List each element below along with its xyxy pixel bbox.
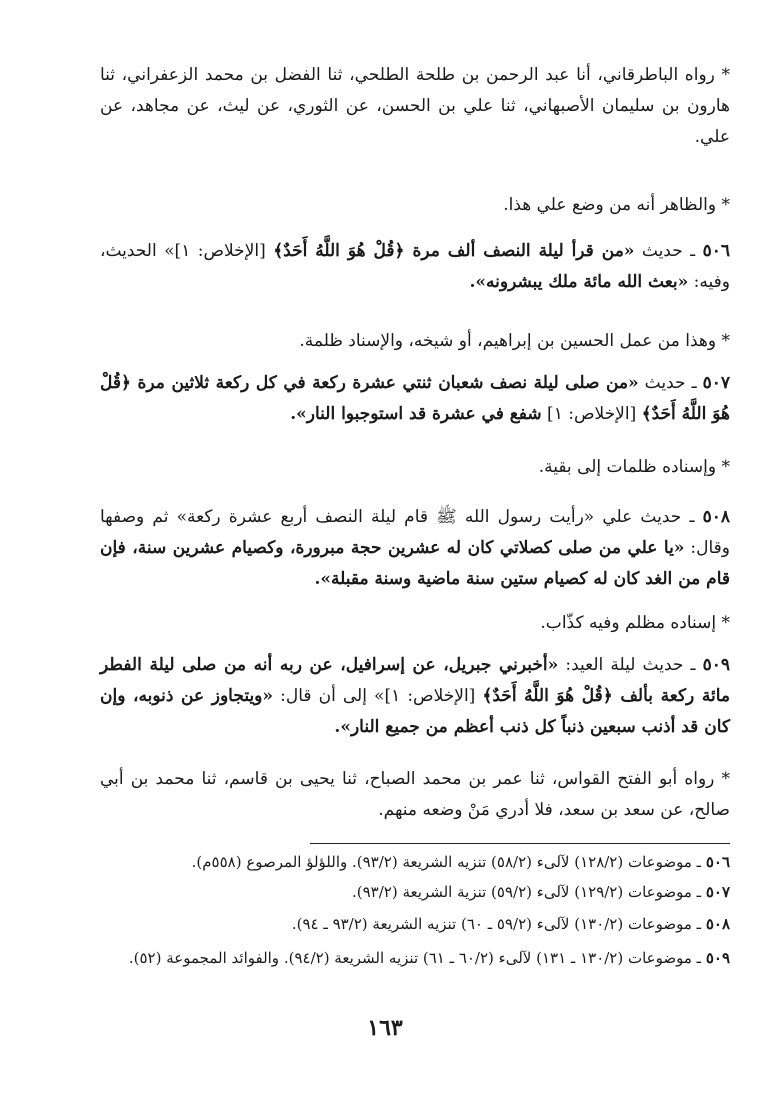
hadith-number: ٥٠٩ bbox=[702, 655, 731, 675]
hadith-506 bbox=[100, 236, 730, 298]
hadith-number: ٥٠٧ bbox=[702, 373, 730, 393]
hadith-507 bbox=[100, 368, 730, 430]
hadith-text: «من قرأ ليلة النصف ألف مرة ﴿قُلْ هُوَ اللَّهُ أَحَدٌ﴾ bbox=[273, 241, 635, 261]
footnote-text: ـ موضوعات (١٣٠/٢ ـ ١٣١) لآلىء (٦٠/٢ ـ ٦١) تنزيه الشريعة (٩٤/٢). والفوائد المجموعة (٥٢). bbox=[128, 949, 706, 967]
paragraph-comment-1: * والظاهر أنه من وضع علي هذا. bbox=[503, 195, 730, 215]
hadith-lead: ـ حديث علي «رأيت رسول الله ﷺ قام ليلة النصف أربع عشرة ركعة» ثم وصفها وقال: bbox=[100, 507, 730, 558]
footnote-506 bbox=[50, 848, 730, 877]
hadith-number: ٥٠٦ bbox=[702, 241, 730, 261]
hadith-number: ٥٠٨ bbox=[702, 507, 730, 527]
hadith-text: شفع في عشرة قد استوجبوا النار». bbox=[290, 404, 542, 424]
hadith-lead: ـ حديث ليلة العيد: bbox=[558, 655, 703, 675]
hadith-text: «بعث الله مائة ملك يبشرونه». bbox=[469, 272, 689, 292]
hadith-text: «من صلى ليلة نصف شعبان ثنتي عشرة ركعة في كل ركعة ثلاثين مرة ﴿قُلْ هُوَ اللَّهُ أَحَدٌ﴾ bbox=[100, 373, 730, 424]
paragraph-comment-4: * إسناده مظلم وفيه كذّاب. bbox=[540, 613, 730, 633]
footnote-text: ـ موضوعات (١٣٠/٢) لآلىء (٥٩/٢ ـ ٦٠) تنزيه الشريعة (٩٣/٢ ـ ٩٤). bbox=[291, 915, 706, 933]
paragraph-narration-1: * رواه الباطرقاني، أنا عبد الرحمن بن طلحة الطلحي، ثنا الفضل بن محمد الزعفراني، ثنا هارون بن سليمان الأصبهاني، ثنا علي بن الحسن، عن الثوري، عن ليث، عن مجاهد، عن علي. bbox=[100, 65, 730, 147]
hadith-lead: ـ حديث bbox=[634, 241, 703, 261]
hadith-text: «أخبرني جبريل، عن إسرافيل، عن ربه أنه من صلى ليلة الفطر مائة ركعة بألف ﴿قُلْ هُوَ اللَّهُ أَحَدٌ﴾ bbox=[100, 655, 730, 706]
footnote-number: ٥٠٩ bbox=[705, 949, 730, 967]
hadith-lead: ـ حديث bbox=[638, 373, 703, 393]
hadith-reference: [الإخلاص: ١]» إلى أن قال: bbox=[273, 686, 483, 706]
footnote-509 bbox=[50, 944, 730, 973]
footnote-text: ـ موضوعات (١٢٨/٢) لآلىء (٥٨/٢) تنزيه الشريعة (٩٣/٢). واللؤلؤ المرصوع (٥٥٨م). bbox=[191, 853, 706, 871]
footnote-508 bbox=[50, 910, 730, 939]
hadith-text: «يا علي من صلى كصلاتي كان له عشرين حجة مبرورة، وكصيام عشرين سنة، فإن قام من الغد كان له كصيام ستين سنة ماضية وسنة مقبلة». bbox=[100, 538, 730, 589]
hadith-text: «ويتجاوز عن ذنوبه، وإن كان قد أذنب سبعين ذنباً كل ذنب أعظم من جميع النار». bbox=[100, 686, 730, 737]
page-number: ١٦٣ bbox=[367, 1015, 403, 1041]
footnote-text: ـ موضوعات (١٢٩/٢) لآلىء (٥٩/٢) تنزية الشريعة (٩٣/٢). bbox=[352, 883, 706, 901]
hadith-509 bbox=[100, 650, 730, 743]
hadith-reference: [الإخلاص: ١] bbox=[541, 404, 642, 424]
hadith-508 bbox=[100, 502, 730, 595]
footnote-number: ٥٠٦ bbox=[705, 853, 730, 871]
footnote-divider bbox=[310, 843, 730, 844]
footnote-number: ٥٠٧ bbox=[705, 883, 730, 901]
hadith-reference: [الإخلاص: ١]» الحديث، وفيه: bbox=[100, 241, 730, 292]
paragraph-comment-3: * وإسناده ظلمات إلى بقية. bbox=[538, 457, 730, 477]
paragraph-comment-2: * وهذا من عمل الحسين بن إبراهيم، أو شيخه، والإسناد ظلمة. bbox=[299, 331, 730, 351]
paragraph-narration-2: * رواه أبو الفتح القواس، ثنا عمر بن محمد الصباح، ثنا يحيى بن قاسم، ثنا محمد بن أبي صالح، عن سعد بن سعد، فلا أدري مَنْ وضعه منهم. bbox=[100, 769, 730, 820]
footnote-507 bbox=[50, 878, 730, 907]
footnote-number: ٥٠٨ bbox=[705, 915, 730, 933]
